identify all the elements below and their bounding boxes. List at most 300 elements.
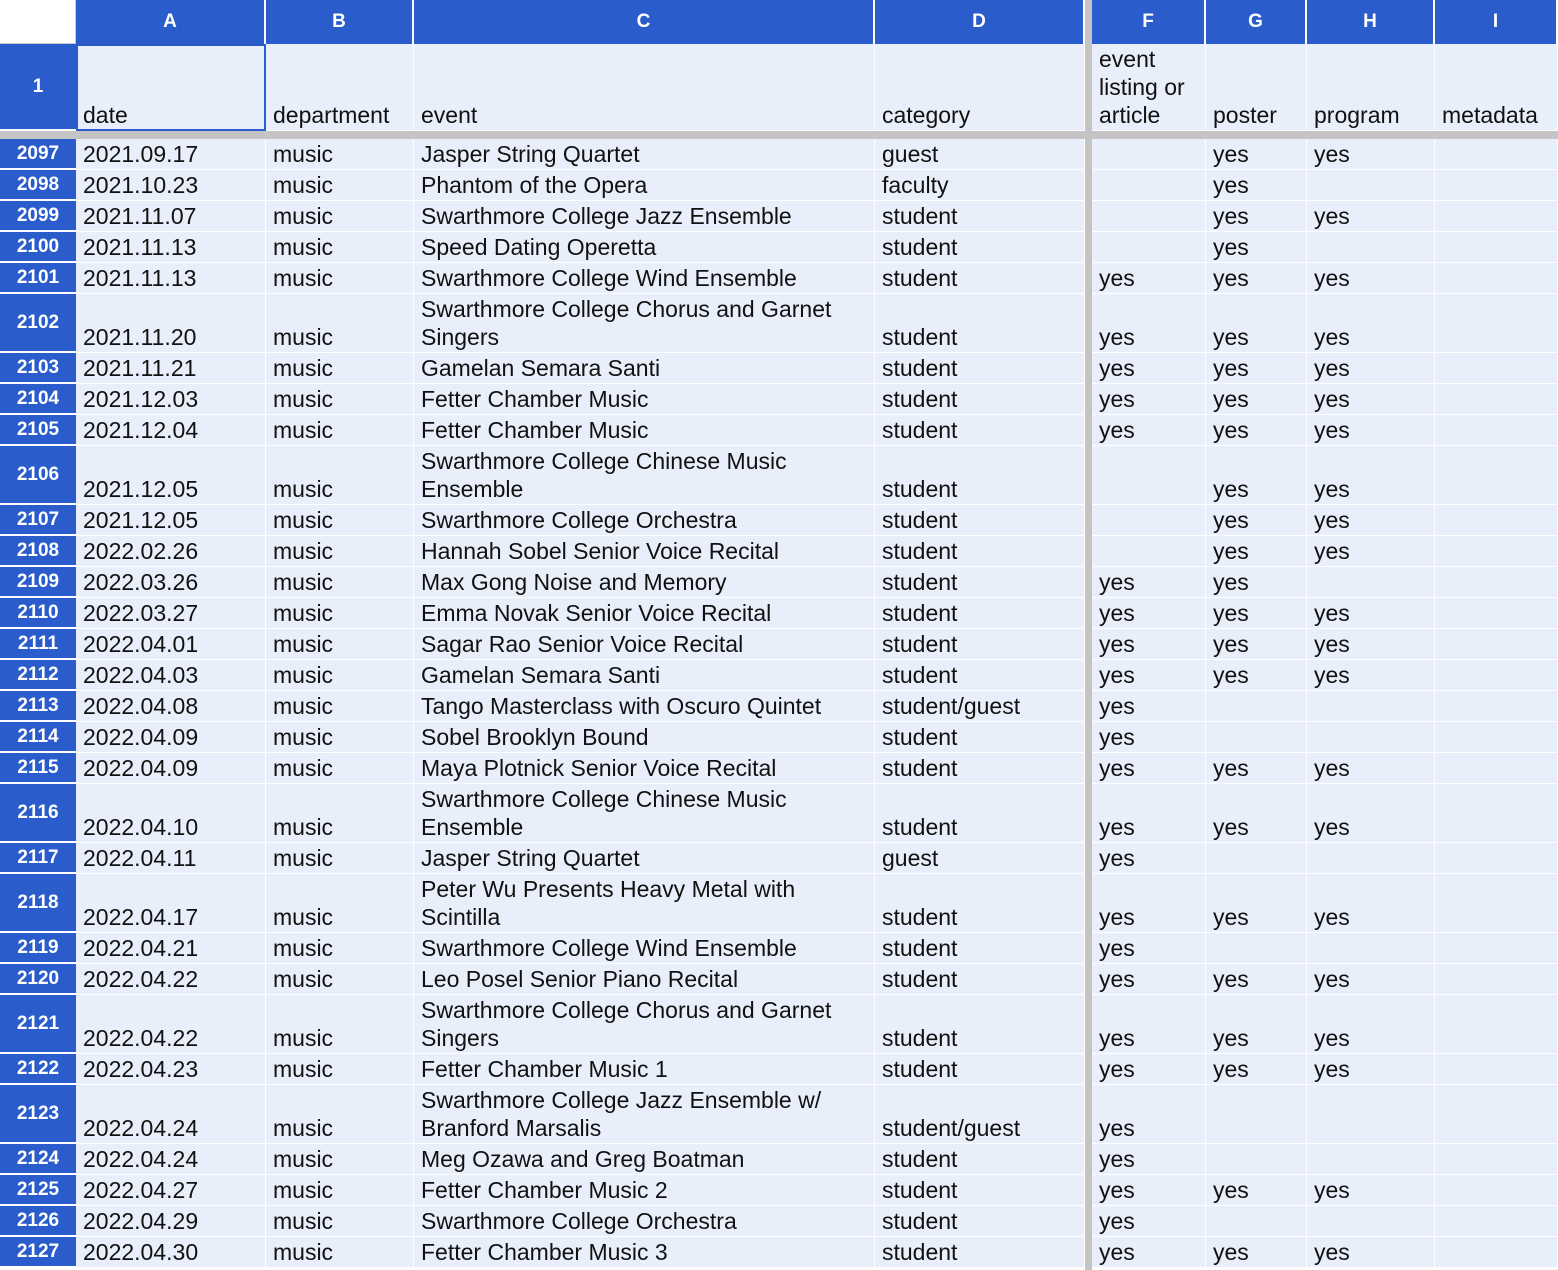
cell-category[interactable] bbox=[875, 1144, 1085, 1175]
cell-metadata[interactable] bbox=[1435, 446, 1558, 505]
cell-category[interactable] bbox=[875, 1085, 1085, 1144]
cell-date[interactable] bbox=[76, 1085, 266, 1144]
cell-event[interactable] bbox=[414, 1206, 875, 1237]
cell-department[interactable] bbox=[266, 139, 414, 170]
cell-event[interactable] bbox=[414, 964, 875, 995]
cell-value: 2022.04.22 bbox=[83, 1025, 199, 1051]
cell-poster[interactable] bbox=[1206, 1054, 1307, 1085]
cell-category[interactable] bbox=[875, 505, 1085, 536]
cell-date[interactable] bbox=[76, 629, 266, 660]
column-header-g[interactable]: G bbox=[1206, 0, 1307, 44]
row-header-2118[interactable]: 2118 bbox=[0, 874, 76, 933]
cell-listing[interactable] bbox=[1092, 294, 1206, 353]
cell-listing[interactable] bbox=[1092, 598, 1206, 629]
cell-program[interactable] bbox=[1307, 660, 1435, 691]
cell-listing[interactable] bbox=[1092, 263, 1206, 294]
cell-event[interactable] bbox=[414, 294, 875, 353]
row-header-2099[interactable]: 2099 bbox=[0, 201, 76, 232]
cell-metadata[interactable] bbox=[1435, 1144, 1558, 1175]
cell-event[interactable] bbox=[414, 536, 875, 567]
cell-poster[interactable] bbox=[1206, 933, 1307, 964]
cell-poster[interactable] bbox=[1206, 567, 1307, 598]
cell-category[interactable] bbox=[875, 753, 1085, 784]
cell-event[interactable] bbox=[414, 567, 875, 598]
cell-program[interactable] bbox=[1307, 353, 1435, 384]
cell-date[interactable] bbox=[76, 505, 266, 536]
cell-program[interactable] bbox=[1307, 384, 1435, 415]
cell-poster[interactable] bbox=[1206, 505, 1307, 536]
cell-program[interactable] bbox=[1307, 294, 1435, 353]
cell-department[interactable] bbox=[266, 598, 414, 629]
cell-category[interactable] bbox=[875, 933, 1085, 964]
row-header-2120[interactable]: 2120 bbox=[0, 964, 76, 995]
cell-listing[interactable] bbox=[1092, 201, 1206, 232]
header-cell-program[interactable] bbox=[1307, 44, 1435, 131]
cell-category[interactable] bbox=[875, 294, 1085, 353]
cell-category[interactable] bbox=[875, 1206, 1085, 1237]
cell-program[interactable] bbox=[1307, 629, 1435, 660]
cell-listing[interactable] bbox=[1092, 964, 1206, 995]
cell-event[interactable] bbox=[414, 353, 875, 384]
cell-metadata[interactable] bbox=[1435, 629, 1558, 660]
cell-listing[interactable] bbox=[1092, 1206, 1206, 1237]
cell-poster[interactable] bbox=[1206, 170, 1307, 201]
cell-metadata[interactable] bbox=[1435, 722, 1558, 753]
cell-category[interactable] bbox=[875, 170, 1085, 201]
cell-department[interactable] bbox=[266, 505, 414, 536]
cell-program[interactable] bbox=[1307, 505, 1435, 536]
cell-program[interactable] bbox=[1307, 691, 1435, 722]
cell-listing[interactable] bbox=[1092, 784, 1206, 843]
cell-event[interactable] bbox=[414, 1054, 875, 1085]
column-header-i[interactable]: I bbox=[1435, 0, 1558, 44]
row-header-2104[interactable]: 2104 bbox=[0, 384, 76, 415]
column-header-a[interactable]: A bbox=[76, 0, 266, 44]
cell-date[interactable] bbox=[76, 722, 266, 753]
cell-category[interactable] bbox=[875, 598, 1085, 629]
cell-metadata[interactable] bbox=[1435, 384, 1558, 415]
cell-listing[interactable] bbox=[1092, 660, 1206, 691]
cell-metadata[interactable] bbox=[1435, 964, 1558, 995]
cell-department[interactable] bbox=[266, 1054, 414, 1085]
cell-date[interactable] bbox=[76, 1144, 266, 1175]
cell-category[interactable] bbox=[875, 874, 1085, 933]
row-header-1[interactable]: 1 bbox=[0, 44, 76, 131]
header-cell-category[interactable] bbox=[875, 44, 1085, 131]
cell-date[interactable] bbox=[76, 170, 266, 201]
cell-program[interactable] bbox=[1307, 874, 1435, 933]
cell-metadata[interactable] bbox=[1435, 933, 1558, 964]
cell-category[interactable] bbox=[875, 139, 1085, 170]
cell-program[interactable] bbox=[1307, 933, 1435, 964]
cell-metadata[interactable] bbox=[1435, 1175, 1558, 1206]
cell-category[interactable] bbox=[875, 567, 1085, 598]
cell-listing[interactable] bbox=[1092, 1144, 1206, 1175]
cell-category[interactable] bbox=[875, 446, 1085, 505]
cell-metadata[interactable] bbox=[1435, 139, 1558, 170]
cell-listing[interactable] bbox=[1092, 446, 1206, 505]
cell-department[interactable] bbox=[266, 874, 414, 933]
cell-event[interactable] bbox=[414, 660, 875, 691]
header-cell-event[interactable] bbox=[414, 44, 875, 131]
cell-department[interactable] bbox=[266, 536, 414, 567]
cell-program[interactable] bbox=[1307, 964, 1435, 995]
cell-program[interactable] bbox=[1307, 1206, 1435, 1237]
cell-department[interactable] bbox=[266, 384, 414, 415]
cell-program[interactable] bbox=[1307, 170, 1435, 201]
cell-event[interactable] bbox=[414, 505, 875, 536]
cell-department[interactable] bbox=[266, 353, 414, 384]
cell-program[interactable] bbox=[1307, 263, 1435, 294]
cell-department[interactable] bbox=[266, 415, 414, 446]
select-all-corner[interactable] bbox=[0, 0, 76, 44]
cell-date[interactable] bbox=[76, 660, 266, 691]
cell-program[interactable] bbox=[1307, 446, 1435, 505]
cell-date[interactable] bbox=[76, 1206, 266, 1237]
header-cell-listing[interactable] bbox=[1092, 44, 1206, 131]
row-header-2122[interactable]: 2122 bbox=[0, 1054, 76, 1085]
cell-category[interactable] bbox=[875, 629, 1085, 660]
cell-category[interactable] bbox=[875, 201, 1085, 232]
cell-metadata[interactable] bbox=[1435, 995, 1558, 1054]
header-cell-date[interactable] bbox=[76, 44, 266, 131]
cell-event[interactable] bbox=[414, 201, 875, 232]
cell-poster[interactable] bbox=[1206, 722, 1307, 753]
cell-department[interactable] bbox=[266, 964, 414, 995]
cell-program[interactable] bbox=[1307, 1175, 1435, 1206]
cell-poster[interactable] bbox=[1206, 1144, 1307, 1175]
cell-listing[interactable] bbox=[1092, 139, 1206, 170]
cell-event[interactable] bbox=[414, 1237, 875, 1268]
cell-event[interactable] bbox=[414, 722, 875, 753]
cell-category[interactable] bbox=[875, 263, 1085, 294]
cell-listing[interactable] bbox=[1092, 1175, 1206, 1206]
cell-date[interactable] bbox=[76, 536, 266, 567]
cell-date[interactable] bbox=[76, 964, 266, 995]
cell-metadata[interactable] bbox=[1435, 232, 1558, 263]
cell-metadata[interactable] bbox=[1435, 170, 1558, 201]
cell-poster[interactable] bbox=[1206, 353, 1307, 384]
cell-program[interactable] bbox=[1307, 1237, 1435, 1268]
cell-category[interactable] bbox=[875, 784, 1085, 843]
cell-date[interactable] bbox=[76, 1175, 266, 1206]
row-header-2102[interactable]: 2102 bbox=[0, 294, 76, 353]
cell-event[interactable] bbox=[414, 1085, 875, 1144]
cell-category[interactable] bbox=[875, 691, 1085, 722]
row-header-2108[interactable]: 2108 bbox=[0, 536, 76, 567]
cell-program[interactable] bbox=[1307, 567, 1435, 598]
cell-listing[interactable] bbox=[1092, 232, 1206, 263]
cell-listing[interactable] bbox=[1092, 722, 1206, 753]
cell-event[interactable] bbox=[414, 784, 875, 843]
cell-date[interactable] bbox=[76, 263, 266, 294]
cell-listing[interactable] bbox=[1092, 629, 1206, 660]
cell-poster[interactable] bbox=[1206, 201, 1307, 232]
header-cell-department[interactable] bbox=[266, 44, 414, 131]
row-header-2110[interactable]: 2110 bbox=[0, 598, 76, 629]
cell-date[interactable] bbox=[76, 353, 266, 384]
cell-event[interactable] bbox=[414, 753, 875, 784]
cell-event[interactable] bbox=[414, 415, 875, 446]
row-header-2105[interactable]: 2105 bbox=[0, 415, 76, 446]
cell-date[interactable] bbox=[76, 567, 266, 598]
row-header-2123[interactable]: 2123 bbox=[0, 1085, 76, 1144]
cell-poster[interactable] bbox=[1206, 263, 1307, 294]
column-header-b[interactable]: B bbox=[266, 0, 414, 44]
cell-poster[interactable] bbox=[1206, 384, 1307, 415]
cell-category[interactable] bbox=[875, 722, 1085, 753]
cell-poster[interactable] bbox=[1206, 415, 1307, 446]
cell-date[interactable] bbox=[76, 933, 266, 964]
row-header-2101[interactable]: 2101 bbox=[0, 263, 76, 294]
cell-listing[interactable] bbox=[1092, 170, 1206, 201]
cell-event[interactable] bbox=[414, 263, 875, 294]
cell-department[interactable] bbox=[266, 1237, 414, 1268]
cell-event[interactable] bbox=[414, 995, 875, 1054]
cell-date[interactable] bbox=[76, 415, 266, 446]
cell-department[interactable] bbox=[266, 995, 414, 1054]
cell-department[interactable] bbox=[266, 201, 414, 232]
cell-date[interactable] bbox=[76, 874, 266, 933]
cell-listing[interactable] bbox=[1092, 995, 1206, 1054]
cell-metadata[interactable] bbox=[1435, 263, 1558, 294]
cell-metadata[interactable] bbox=[1435, 1085, 1558, 1144]
cell-department[interactable] bbox=[266, 294, 414, 353]
cell-category[interactable] bbox=[875, 536, 1085, 567]
cell-category[interactable] bbox=[875, 1237, 1085, 1268]
cell-event[interactable] bbox=[414, 232, 875, 263]
cell-date[interactable] bbox=[76, 294, 266, 353]
cell-metadata[interactable] bbox=[1435, 598, 1558, 629]
cell-department[interactable] bbox=[266, 753, 414, 784]
cell-metadata[interactable] bbox=[1435, 505, 1558, 536]
cell-metadata[interactable] bbox=[1435, 660, 1558, 691]
frozen-rows-divider[interactable] bbox=[0, 131, 1558, 139]
cell-listing[interactable] bbox=[1092, 933, 1206, 964]
cell-listing[interactable] bbox=[1092, 843, 1206, 874]
cell-poster[interactable] bbox=[1206, 843, 1307, 874]
cell-date[interactable] bbox=[76, 753, 266, 784]
cell-category[interactable] bbox=[875, 964, 1085, 995]
cell-department[interactable] bbox=[266, 691, 414, 722]
cell-poster[interactable] bbox=[1206, 1085, 1307, 1144]
row-header-2112[interactable]: 2112 bbox=[0, 660, 76, 691]
cell-listing[interactable] bbox=[1092, 353, 1206, 384]
cell-department[interactable] bbox=[266, 1085, 414, 1144]
row-header-2121[interactable]: 2121 bbox=[0, 995, 76, 1054]
cell-date[interactable] bbox=[76, 843, 266, 874]
cell-poster[interactable] bbox=[1206, 691, 1307, 722]
cell-listing[interactable] bbox=[1092, 874, 1206, 933]
cell-program[interactable] bbox=[1307, 201, 1435, 232]
row-header-2103[interactable]: 2103 bbox=[0, 353, 76, 384]
cell-date[interactable] bbox=[76, 1237, 266, 1268]
cell-metadata[interactable] bbox=[1435, 874, 1558, 933]
cell-poster[interactable] bbox=[1206, 1175, 1307, 1206]
cell-poster[interactable] bbox=[1206, 446, 1307, 505]
cell-date[interactable] bbox=[76, 384, 266, 415]
header-cell-metadata[interactable] bbox=[1435, 44, 1558, 131]
cell-program[interactable] bbox=[1307, 784, 1435, 843]
cell-event[interactable] bbox=[414, 1175, 875, 1206]
cell-poster[interactable] bbox=[1206, 139, 1307, 170]
cell-poster[interactable] bbox=[1206, 660, 1307, 691]
row-header-2109[interactable]: 2109 bbox=[0, 567, 76, 598]
row-header-2107[interactable]: 2107 bbox=[0, 505, 76, 536]
cell-program[interactable] bbox=[1307, 843, 1435, 874]
cell-metadata[interactable] bbox=[1435, 691, 1558, 722]
cell-department[interactable] bbox=[266, 722, 414, 753]
cell-category[interactable] bbox=[875, 232, 1085, 263]
cell-date[interactable] bbox=[76, 598, 266, 629]
cell-event[interactable] bbox=[414, 598, 875, 629]
cell-event[interactable] bbox=[414, 933, 875, 964]
cell-category[interactable] bbox=[875, 660, 1085, 691]
column-header-c[interactable]: C bbox=[414, 0, 875, 44]
cell-poster[interactable] bbox=[1206, 874, 1307, 933]
cell-poster[interactable] bbox=[1206, 232, 1307, 263]
cell-department[interactable] bbox=[266, 784, 414, 843]
cell-event[interactable] bbox=[414, 1144, 875, 1175]
cell-poster[interactable] bbox=[1206, 294, 1307, 353]
row-header-2111[interactable]: 2111 bbox=[0, 629, 76, 660]
cell-date[interactable] bbox=[76, 139, 266, 170]
cell-date[interactable] bbox=[76, 201, 266, 232]
cell-department[interactable] bbox=[266, 232, 414, 263]
cell-department[interactable] bbox=[266, 660, 414, 691]
row-header-2127[interactable]: 2127 bbox=[0, 1237, 76, 1268]
cell-category[interactable] bbox=[875, 995, 1085, 1054]
cell-department[interactable] bbox=[266, 1206, 414, 1237]
cell-program[interactable] bbox=[1307, 139, 1435, 170]
row-header-2124[interactable]: 2124 bbox=[0, 1144, 76, 1175]
row-header-2119[interactable]: 2119 bbox=[0, 933, 76, 964]
column-header-f[interactable]: F bbox=[1092, 0, 1206, 44]
row-header-2098[interactable]: 2098 bbox=[0, 170, 76, 201]
cell-program[interactable] bbox=[1307, 536, 1435, 567]
cell-event[interactable] bbox=[414, 170, 875, 201]
cell-metadata[interactable] bbox=[1435, 1237, 1558, 1268]
cell-listing[interactable] bbox=[1092, 1085, 1206, 1144]
cell-metadata[interactable] bbox=[1435, 1054, 1558, 1085]
cell-department[interactable] bbox=[266, 1175, 414, 1206]
cell-listing[interactable] bbox=[1092, 691, 1206, 722]
cell-event[interactable] bbox=[414, 446, 875, 505]
frozen-columns-divider[interactable] bbox=[1085, 0, 1092, 1270]
cell-metadata[interactable] bbox=[1435, 567, 1558, 598]
cell-category[interactable] bbox=[875, 1054, 1085, 1085]
cell-listing[interactable] bbox=[1092, 536, 1206, 567]
cell-poster[interactable] bbox=[1206, 753, 1307, 784]
cell-listing[interactable] bbox=[1092, 753, 1206, 784]
row-header-2097[interactable]: 2097 bbox=[0, 139, 76, 170]
cell-category[interactable] bbox=[875, 384, 1085, 415]
cell-department[interactable] bbox=[266, 843, 414, 874]
column-header-d[interactable]: D bbox=[875, 0, 1085, 44]
cell-event[interactable] bbox=[414, 384, 875, 415]
row-header-2114[interactable]: 2114 bbox=[0, 722, 76, 753]
cell-date[interactable] bbox=[76, 446, 266, 505]
cell-poster[interactable] bbox=[1206, 629, 1307, 660]
cell-date[interactable] bbox=[76, 232, 266, 263]
cell-poster[interactable] bbox=[1206, 536, 1307, 567]
cell-program[interactable] bbox=[1307, 753, 1435, 784]
cell-poster[interactable] bbox=[1206, 995, 1307, 1054]
row-header-2126[interactable]: 2126 bbox=[0, 1206, 76, 1237]
cell-event[interactable] bbox=[414, 874, 875, 933]
cell-program[interactable] bbox=[1307, 415, 1435, 446]
cell-program[interactable] bbox=[1307, 995, 1435, 1054]
cell-listing[interactable] bbox=[1092, 384, 1206, 415]
cell-category[interactable] bbox=[875, 353, 1085, 384]
cell-listing[interactable] bbox=[1092, 567, 1206, 598]
cell-program[interactable] bbox=[1307, 1085, 1435, 1144]
cell-program[interactable] bbox=[1307, 1144, 1435, 1175]
cell-metadata[interactable] bbox=[1435, 536, 1558, 567]
cell-date[interactable] bbox=[76, 784, 266, 843]
cell-metadata[interactable] bbox=[1435, 1206, 1558, 1237]
cell-listing[interactable] bbox=[1092, 505, 1206, 536]
cell-program[interactable] bbox=[1307, 722, 1435, 753]
row-header-2125[interactable]: 2125 bbox=[0, 1175, 76, 1206]
cell-date[interactable] bbox=[76, 1054, 266, 1085]
cell-department[interactable] bbox=[266, 170, 414, 201]
cell-date[interactable] bbox=[76, 691, 266, 722]
cell-poster[interactable] bbox=[1206, 1237, 1307, 1268]
cell-department[interactable] bbox=[266, 263, 414, 294]
cell-category[interactable] bbox=[875, 415, 1085, 446]
row-header-2100[interactable]: 2100 bbox=[0, 232, 76, 263]
cell-event[interactable] bbox=[414, 629, 875, 660]
cell-program[interactable] bbox=[1307, 598, 1435, 629]
cell-event[interactable] bbox=[414, 139, 875, 170]
cell-poster[interactable] bbox=[1206, 964, 1307, 995]
cell-metadata[interactable] bbox=[1435, 415, 1558, 446]
cell-date[interactable] bbox=[76, 995, 266, 1054]
cell-listing[interactable] bbox=[1092, 1237, 1206, 1268]
row-header-2113[interactable]: 2113 bbox=[0, 691, 76, 722]
cell-category[interactable] bbox=[875, 1175, 1085, 1206]
cell-program[interactable] bbox=[1307, 232, 1435, 263]
cell-listing[interactable] bbox=[1092, 1054, 1206, 1085]
row-header-2116[interactable]: 2116 bbox=[0, 784, 76, 843]
row-header-2115[interactable]: 2115 bbox=[0, 753, 76, 784]
cell-metadata[interactable] bbox=[1435, 843, 1558, 874]
column-header-h[interactable]: H bbox=[1307, 0, 1435, 44]
row-header-2106[interactable]: 2106 bbox=[0, 446, 76, 505]
cell-metadata[interactable] bbox=[1435, 784, 1558, 843]
cell-event[interactable] bbox=[414, 843, 875, 874]
cell-poster[interactable] bbox=[1206, 598, 1307, 629]
cell-poster[interactable] bbox=[1206, 1206, 1307, 1237]
cell-metadata[interactable] bbox=[1435, 201, 1558, 232]
row-header-2117[interactable]: 2117 bbox=[0, 843, 76, 874]
cell-program[interactable] bbox=[1307, 1054, 1435, 1085]
cell-department[interactable] bbox=[266, 629, 414, 660]
cell-listing[interactable] bbox=[1092, 415, 1206, 446]
cell-metadata[interactable] bbox=[1435, 353, 1558, 384]
cell-poster[interactable] bbox=[1206, 784, 1307, 843]
cell-metadata[interactable] bbox=[1435, 294, 1558, 353]
cell-metadata[interactable] bbox=[1435, 753, 1558, 784]
cell-event[interactable] bbox=[414, 691, 875, 722]
cell-department[interactable] bbox=[266, 933, 414, 964]
cell-category[interactable] bbox=[875, 843, 1085, 874]
cell-department[interactable] bbox=[266, 446, 414, 505]
cell-department[interactable] bbox=[266, 567, 414, 598]
header-cell-poster[interactable] bbox=[1206, 44, 1307, 131]
cell-department[interactable] bbox=[266, 1144, 414, 1175]
